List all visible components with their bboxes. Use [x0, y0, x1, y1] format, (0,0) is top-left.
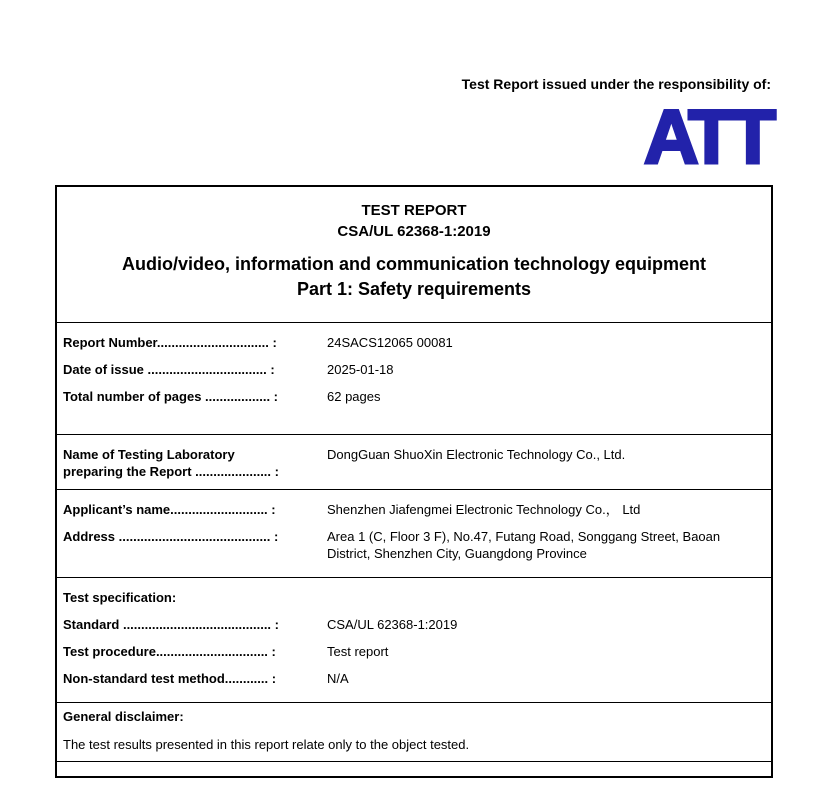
test-procedure-value: Test report: [327, 644, 389, 659]
title-gap: [67, 242, 761, 252]
address-value: Area 1 (C, Floor 3 F), No.47, Futang Road, Songgang Street, Baoan District, Shenzhen City, Guangdong Province: [327, 529, 721, 561]
total-pages-row: [57, 383, 771, 410]
total-pages-value: 62 pages: [327, 389, 381, 404]
address-row: [57, 523, 771, 567]
date-of-issue-label: Date of issue ................................. :: [63, 362, 275, 377]
applicant-name-value: Shenzhen Jiafengmei Electronic Technology Co.， Ltd: [327, 502, 641, 517]
report-number-value: 24SACS12065 00081: [327, 335, 453, 350]
report-title-line1: TEST REPORT: [361, 202, 467, 219]
title-section: [57, 187, 771, 322]
testing-lab-label-line1: Name of Testing Laboratory: [63, 447, 235, 462]
report-number-label: Report Number............................... :: [63, 335, 277, 350]
general-disclaimer-section: [57, 702, 771, 761]
standard-value: CSA/UL 62368-1:2019: [327, 617, 458, 632]
report-number-row: [57, 329, 771, 356]
testing-lab-value: DongGuan ShuoXin Electronic Technology Co., Ltd.: [327, 447, 626, 462]
applicant-name-label: Applicant’s name........................... :: [63, 502, 276, 517]
responsibility-note: Test Report issued under the responsibility of:: [461, 76, 771, 92]
test-procedure-label: Test procedure............................... :: [63, 644, 276, 659]
testing-lab-label-line2: preparing the Report ..................... :: [63, 464, 279, 479]
test-specification-header: Test specification:: [63, 590, 177, 605]
testing-lab-row: [57, 441, 771, 485]
disclaimer-text: The test results presented in this report relate only to the object tested.: [63, 737, 470, 752]
test-specification-section: [57, 577, 771, 702]
report-table: [55, 185, 773, 778]
non-standard-method-label: Non-standard test method............ :: [63, 671, 277, 686]
testing-lab-section: [57, 434, 771, 489]
att-logo: ATT: [643, 95, 771, 180]
bottom-empty-row: [57, 761, 771, 776]
standard-label: Standard ......................................... :: [63, 617, 279, 632]
general-disclaimer-header: General disclaimer:: [63, 709, 184, 724]
date-of-issue-row: [57, 356, 771, 383]
standard-row: [57, 611, 771, 638]
applicant-name-row: [57, 496, 771, 523]
non-standard-method-value: N/A: [327, 671, 349, 686]
report-subtitle-line2: Part 1: Safety requirements: [296, 279, 532, 299]
total-pages-label: Total number of pages .................. :: [63, 389, 279, 404]
test-procedure-row: [57, 638, 771, 665]
testing-lab-label: [63, 446, 321, 480]
report-title-line2: CSA/UL 62368-1:2019: [337, 223, 491, 240]
address-label: Address .......................................... :: [63, 529, 279, 544]
date-of-issue-value: 2025-01-18: [327, 362, 394, 377]
applicant-section: [57, 489, 771, 577]
report-meta-section: [57, 322, 771, 434]
report-subtitle-line1: Audio/video, information and communication technology equipment: [121, 254, 706, 274]
non-standard-method-row: [57, 665, 771, 692]
